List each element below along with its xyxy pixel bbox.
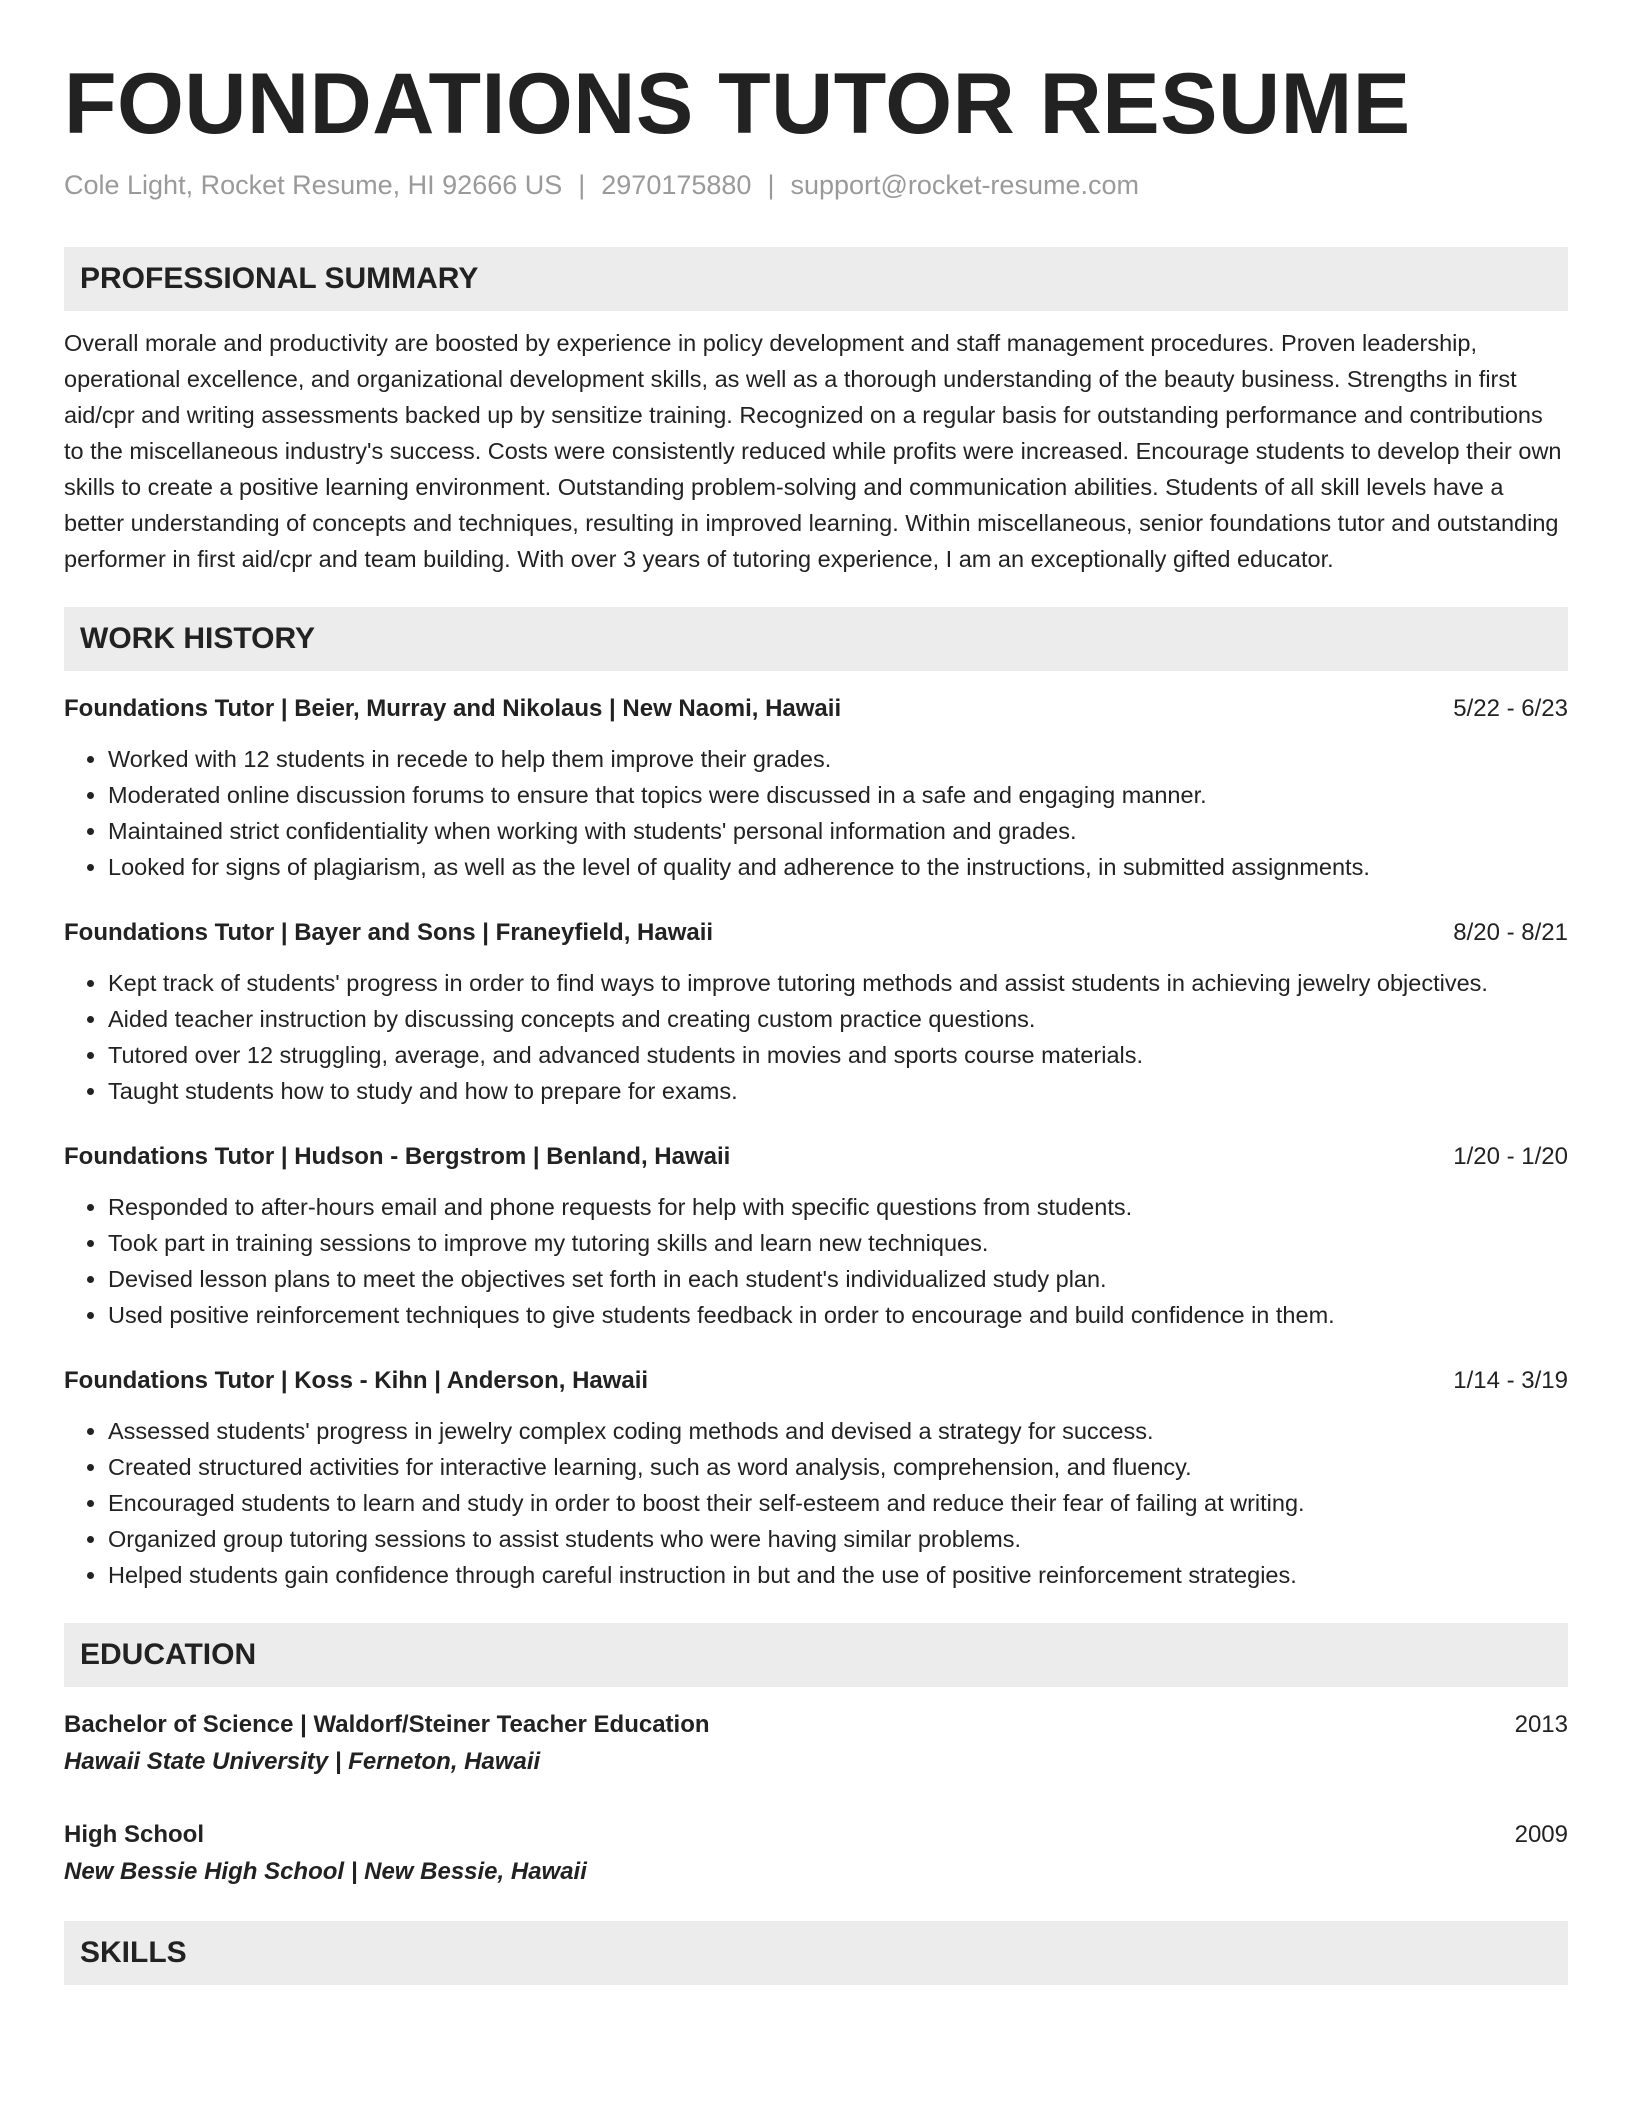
job-bullet: • Organized group tutoring sessions to assist students who were having similar problems.	[108, 1521, 1568, 1557]
job-title: Foundations Tutor | Koss - Kihn | Anderson, Hawaii	[64, 1367, 649, 1394]
section-heading-skills: SKILLS	[64, 1921, 1568, 1985]
education-year: 2009	[1514, 1821, 1568, 1848]
contact-separator: |	[767, 170, 775, 200]
education-school: New Bessie High School | New Bessie, Hawaii	[64, 1858, 587, 1885]
job-entry	[64, 1363, 1568, 1593]
education-header	[64, 1707, 1568, 1743]
contact-phone: 2970175880	[601, 170, 752, 200]
job-dates: 1/14 - 3/19	[1453, 1367, 1568, 1394]
job-bullet: • Assessed students' progress in jewelry complex coding methods and devised a strategy for success.	[108, 1413, 1568, 1449]
job-bullet: • Worked with 12 students in recede to help them improve their grades.	[108, 741, 1568, 777]
contact-line	[64, 170, 1568, 201]
education-year: 2013	[1514, 1711, 1568, 1738]
job-header	[64, 1139, 1568, 1175]
resume-title: FOUNDATIONS TUTOR RESUME	[64, 56, 1411, 152]
job-bullet: • Helped students gain confidence through careful instruction in but and the use of positive reinforcement strategies.	[108, 1557, 1568, 1593]
job-bullet: • Taught students how to study and how to prepare for exams.	[108, 1073, 1568, 1109]
job-bullets	[64, 1189, 1568, 1333]
job-bullet: • Responded to after-hours email and phone requests for help with specific questions from students.	[108, 1189, 1568, 1225]
job-bullets	[64, 1413, 1568, 1593]
job-bullet: • Maintained strict confidentiality when working with students' personal information and grades.	[108, 813, 1568, 849]
job-title: Foundations Tutor | Hudson - Bergstrom | Benland, Hawaii	[64, 1143, 731, 1170]
job-bullet: • Used positive reinforcement techniques to give students feedback in order to encourage and build confidence in them.	[108, 1297, 1568, 1333]
job-bullet: • Created structured activities for interactive learning, such as word analysis, comprehension, and fluency.	[108, 1449, 1568, 1485]
job-bullet: • Aided teacher instruction by discussing concepts and creating custom practice questions.	[108, 1001, 1568, 1037]
job-bullet: • Tutored over 12 struggling, average, and advanced students in movies and sports course materials.	[108, 1037, 1568, 1073]
job-bullet: • Kept track of students' progress in order to find ways to improve tutoring methods and assist students in achieving jewelry objectives.	[108, 965, 1568, 1001]
job-bullets	[64, 965, 1568, 1109]
contact-address: Cole Light, Rocket Resume, HI 92666 US	[64, 170, 563, 200]
job-bullet: • Took part in training sessions to improve my tutoring skills and learn new techniques.	[108, 1225, 1568, 1261]
job-dates: 1/20 - 1/20	[1453, 1143, 1568, 1170]
contact-separator: |	[578, 170, 586, 200]
education-header	[64, 1817, 1568, 1853]
summary-text: Overall morale and productivity are boosted by experience in policy development and staff management procedures. Proven leadership, operational excellence, and organizational development skills, as well as a thorough understanding of the beauty business. Strengths in first aid/cpr and writing assessments backed up by sensitize training. Recognized on a regular basis for outstanding performance and contributions to the miscellaneous industry's success. Costs were consistently reduced while profits were increased. Encourage students to develop their own skills to create a positive learning environment. Outstanding problem-solving and communication abilities. Students of all skill levels have a better understanding of concepts and techniques, resulting in improved learning. Within miscellaneous, senior foundations tutor and outstanding performer in first aid/cpr and team building. With over 3 years of tutoring experience, I am an exceptionally gifted educator.	[64, 330, 1562, 572]
job-bullet: • Looked for signs of plagiarism, as well as the level of quality and adherence to the instructions, in submitted assignments.	[108, 849, 1568, 885]
job-bullet: • Encouraged students to learn and study in order to boost their self-esteem and reduce their fear of failing at writing.	[108, 1485, 1568, 1521]
education-degree: High School	[64, 1821, 204, 1848]
job-entry	[64, 915, 1568, 1109]
job-bullets	[64, 741, 1568, 885]
education-school: Hawaii State University | Ferneton, Hawaii	[64, 1748, 541, 1775]
job-header	[64, 1363, 1568, 1399]
education-degree: Bachelor of Science | Waldorf/Steiner Teacher Education	[64, 1711, 710, 1738]
job-header	[64, 915, 1568, 951]
job-entry	[64, 691, 1568, 885]
education-entry	[64, 1817, 1568, 1891]
job-dates: 8/20 - 8/21	[1453, 919, 1568, 946]
job-bullet: • Devised lesson plans to meet the objectives set forth in each student's individualized study plan.	[108, 1261, 1568, 1297]
contact-email: support@rocket-resume.com	[790, 170, 1139, 200]
section-heading-summary: PROFESSIONAL SUMMARY	[64, 247, 1568, 311]
job-header	[64, 691, 1568, 727]
education-entry	[64, 1707, 1568, 1781]
section-heading-education: EDUCATION	[64, 1623, 1568, 1687]
education-list	[64, 1707, 1568, 1891]
job-title: Foundations Tutor | Bayer and Sons | Franeyfield, Hawaii	[64, 919, 714, 946]
job-bullet: • Moderated online discussion forums to ensure that topics were discussed in a safe and engaging manner.	[108, 777, 1568, 813]
job-dates: 5/22 - 6/23	[1453, 695, 1568, 722]
job-title: Foundations Tutor | Beier, Murray and Nikolaus | New Naomi, Hawaii	[64, 695, 842, 722]
section-heading-work-history: WORK HISTORY	[64, 607, 1568, 671]
job-entry	[64, 1139, 1568, 1333]
work-history-list	[64, 691, 1568, 1593]
